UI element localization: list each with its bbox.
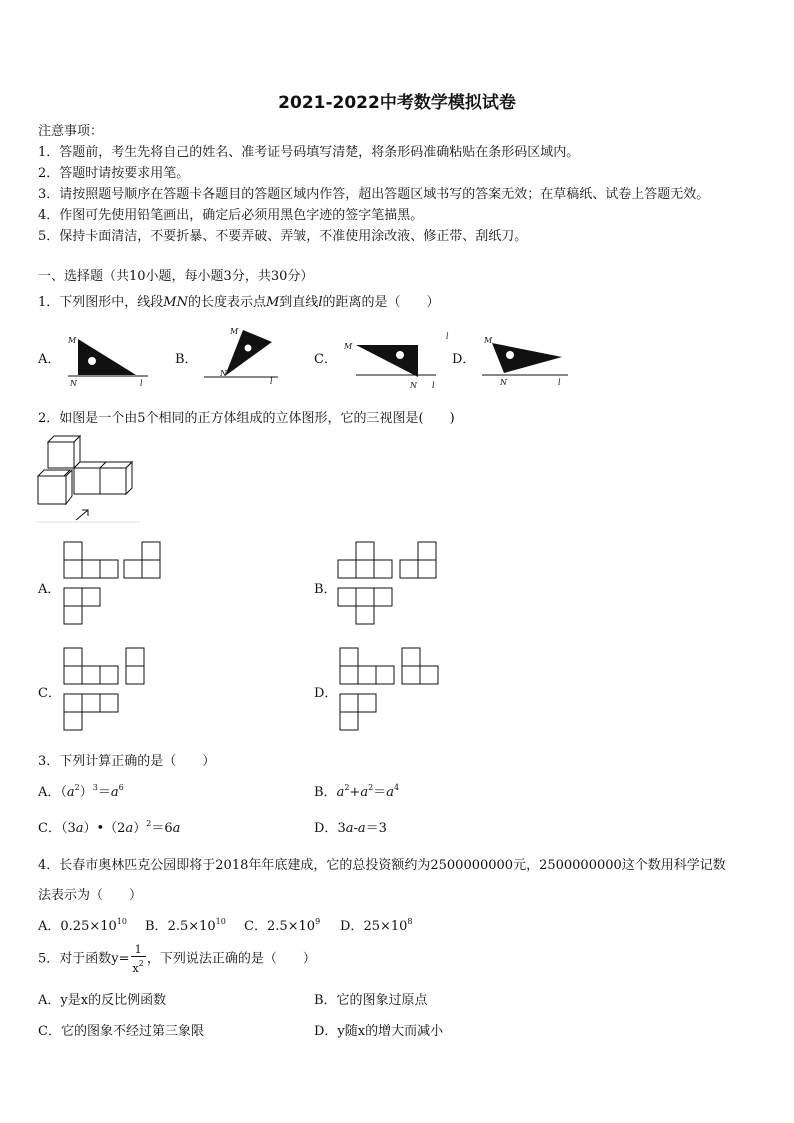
svg-text:N: N (70, 379, 77, 388)
section-heading: 一、选择题（共10小题，每小题3分，共30分） (38, 269, 314, 284)
q2-views-b (336, 540, 446, 628)
svg-text:l: l (446, 332, 449, 341)
q4-option-b[interactable]: B．$2.5\times 10^{10}$ (145, 917, 226, 934)
q2-views-c (62, 646, 172, 734)
svg-text:M: M (484, 336, 493, 345)
svg-text:M: M (68, 336, 77, 345)
svg-text:N: N (220, 369, 227, 378)
question-3: 3．下列计算正确的是（ ） (38, 754, 216, 769)
q1-option-d[interactable]: D． (452, 352, 476, 367)
page-title: 2021-2022中考数学模拟试卷 (278, 93, 516, 113)
q2-cube-figure (36, 434, 142, 526)
q2-views-d (338, 646, 448, 734)
q4-option-d[interactable]: D．$25\times 10^8$ (340, 917, 413, 934)
q4-option-a[interactable]: A．$0.25\times 10^{10}$ (38, 917, 127, 934)
question-4-line-2: 法表示为（ ） (38, 888, 143, 903)
q2-option-c[interactable]: C． (38, 686, 61, 701)
question-4-line-1: 4．长春市奥林匹克公园即将于2018年年底建成，它的总投资额约为2500000000元，2500000000这个数用科学记数 (38, 858, 726, 873)
q5-option-d[interactable]: D．y随x的增大而减小 (314, 1024, 444, 1039)
q1-option-a[interactable]: A． (38, 352, 61, 367)
svg-text:M: M (230, 327, 239, 336)
question-5: 5．对于函数y= $\frac{1}{x^2}$ ，下列说法正确的是（ ） (38, 943, 316, 975)
svg-text:N: N (500, 378, 507, 387)
question-2: 2．如图是一个由5个相同的正方体组成的立体图形，它的三视图是( ) (38, 411, 455, 426)
q3-option-b[interactable]: B．$a^2+a^2=a^4$ (314, 783, 400, 800)
q1-option-c[interactable]: C． (314, 352, 337, 367)
fraction: $\frac{1}{x^2}$ (132, 943, 144, 975)
note-item-2: 2．答题时请按要求用笔。 (38, 166, 190, 181)
q1-option-b[interactable]: B． (175, 352, 198, 367)
svg-text:N: N (410, 381, 417, 390)
q3-option-c[interactable]: C．$(3a)•(2a)^2=6a$ (38, 819, 181, 836)
q3-option-a[interactable]: A．$(a^2)^3=a^6$ (38, 783, 124, 800)
q5-option-b[interactable]: B．它的图象过原点 (314, 993, 428, 1008)
note-item-4: 4．作图可先使用铅笔画出，确定后必须用黑色字迹的签字笔描黑。 (38, 208, 424, 223)
q2-option-b[interactable]: B． (314, 582, 337, 597)
q2-option-d[interactable]: D． (314, 686, 338, 701)
svg-text:l: l (558, 378, 561, 387)
q4-option-c[interactable]: C．$2.5\times 10^9$ (244, 917, 321, 934)
question-1: 1．下列图形中，线段MN的长度表示点M到直线l的距离的是（ ） (38, 295, 440, 310)
q1-figure-b (200, 324, 280, 384)
note-item-1: 1．答题前，考生先将自己的姓名、准考证号码填写清楚，将条形码准确粘贴在条形码区域内。 (38, 145, 580, 160)
q2-option-a[interactable]: A． (38, 582, 61, 597)
q1-figure-a (64, 333, 154, 388)
svg-text:l: l (270, 377, 273, 386)
svg-text:l: l (432, 381, 435, 390)
q1-figure-d (446, 332, 578, 388)
q2-views-a (62, 540, 172, 628)
q3-option-d[interactable]: D．3a-a＝3 (314, 821, 387, 836)
note-item-5: 5．保持卡面清洁，不要折暴、不要弄破、弄皱，不准使用涂改液、修正带、刮纸刀。 (38, 229, 528, 244)
note-item-3: 3．请按照题号顺序在答题卡各题目的答题区域内作答，超出答题区域书写的答案无效；在草稿纸、试卷上答题无效。 (38, 187, 710, 202)
q1-figure-c (340, 333, 440, 388)
svg-text:M: M (344, 342, 353, 351)
q5-option-c[interactable]: C．它的图象不经过第三象限 (38, 1024, 204, 1039)
q5-option-a[interactable]: A．y是x的反比例函数 (38, 993, 167, 1008)
notes-heading: 注意事项： (38, 124, 104, 139)
svg-text:l: l (140, 379, 143, 388)
